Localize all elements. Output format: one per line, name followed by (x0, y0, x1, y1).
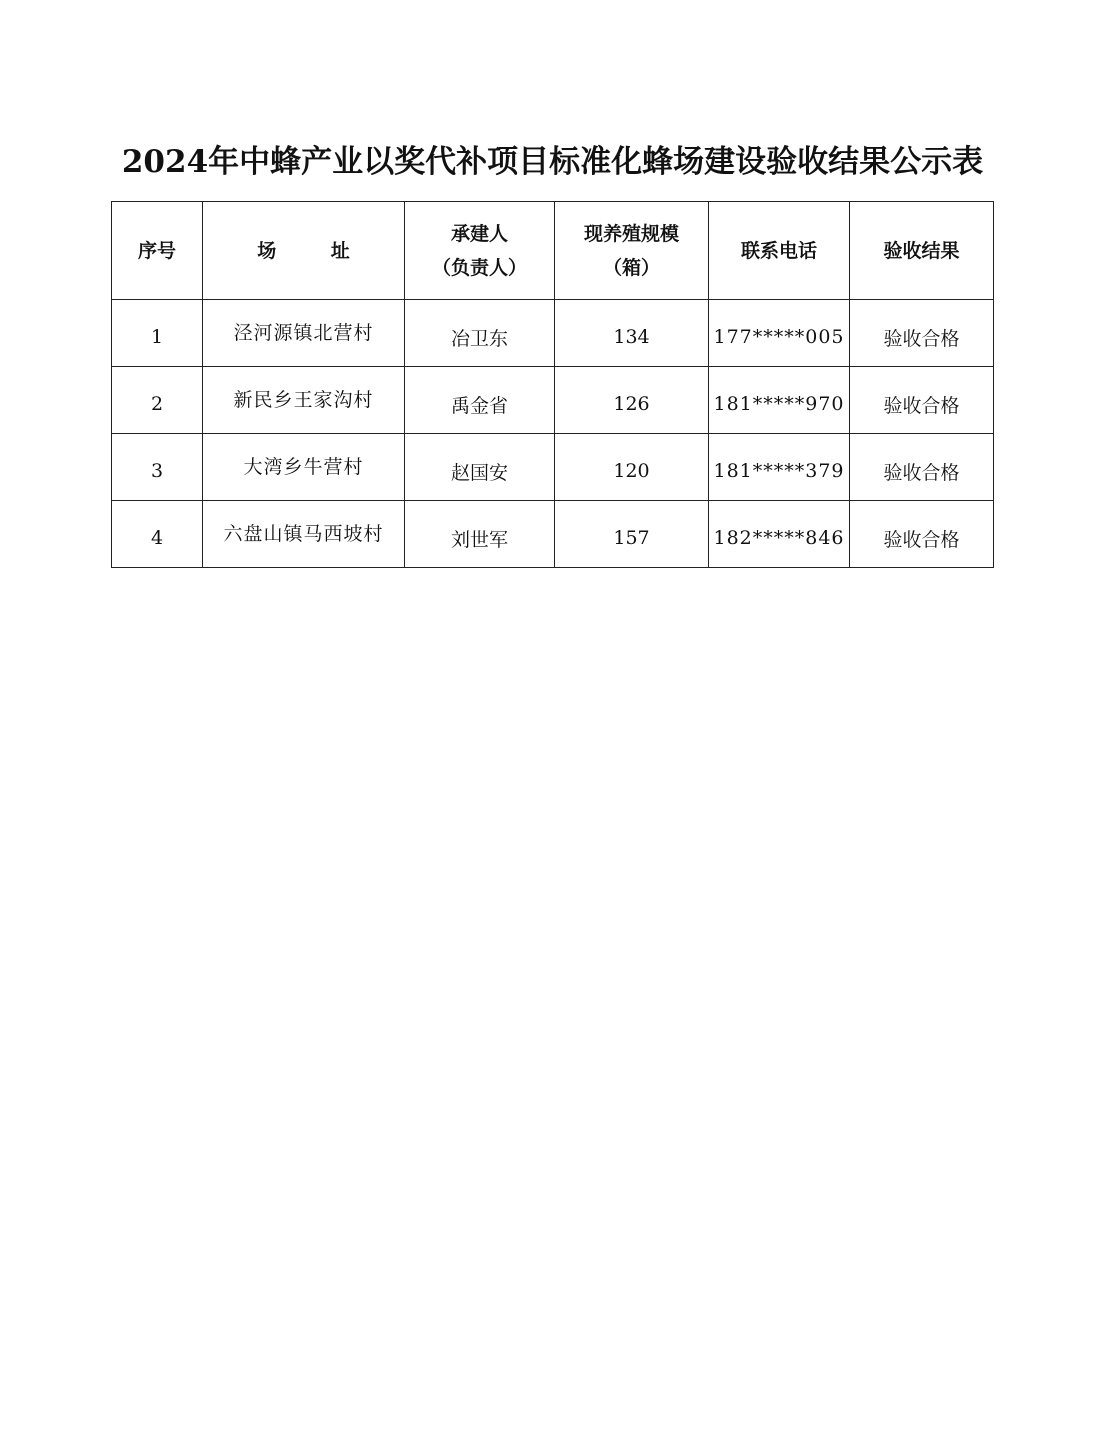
cell-index-text: 1 (150, 326, 164, 348)
results-table (111, 201, 994, 568)
cell-site (203, 501, 405, 568)
cell-builder (405, 501, 555, 568)
cell-index (112, 300, 203, 367)
cell-phone (709, 434, 850, 501)
cell-builder (405, 367, 555, 434)
cell-builder-text: 刘世军 (450, 528, 508, 551)
header-site-label: 场 址 (257, 239, 374, 262)
cell-index (112, 434, 203, 501)
cell-result (850, 300, 994, 367)
cell-site (203, 300, 405, 367)
cell-result-text: 验收合格 (883, 461, 960, 484)
cell-site (203, 367, 405, 434)
cell-phone-text: 177*****005 (713, 326, 845, 348)
cell-builder-text: 冶卫东 (450, 327, 508, 350)
cell-scale (555, 501, 709, 568)
cell-result (850, 501, 994, 568)
header-site (203, 202, 405, 300)
cell-index-text: 4 (150, 527, 164, 549)
cell-site-text: 新民乡王家沟村 (233, 388, 374, 411)
cell-result (850, 367, 994, 434)
cell-builder (405, 300, 555, 367)
header-index: 序号 (112, 202, 203, 300)
cell-result (850, 434, 994, 501)
cell-site (203, 434, 405, 501)
cell-phone (709, 300, 850, 367)
cell-scale (555, 367, 709, 434)
cell-scale (555, 300, 709, 367)
table-row (112, 367, 994, 434)
cell-phone (709, 501, 850, 568)
cell-scale-text: 134 (613, 326, 650, 348)
cell-builder (405, 434, 555, 501)
header-builder-line2: （负责人） (431, 256, 527, 279)
cell-scale-text: 126 (613, 393, 650, 415)
cell-site-text: 泾河源镇北营村 (233, 321, 374, 344)
cell-builder-text: 禹金省 (450, 394, 508, 417)
cell-scale-text: 120 (613, 460, 650, 482)
header-builder-line1: 承建人 (450, 222, 508, 245)
table-header-row (112, 202, 994, 300)
header-scale (555, 202, 709, 300)
cell-index-text: 3 (150, 460, 164, 482)
header-result: 验收结果 (850, 202, 994, 300)
table-row (112, 434, 994, 501)
cell-site-text: 大湾乡牛营村 (243, 455, 364, 478)
cell-result-text: 验收合格 (883, 327, 960, 350)
header-phone: 联系电话 (709, 202, 850, 300)
header-scale-line1: 现养殖规模 (583, 222, 679, 245)
cell-scale-text: 157 (613, 527, 650, 549)
document-title: 2024年中蜂产业以奖代补项目标准化蜂场建设验收结果公示表 (121, 144, 984, 180)
cell-scale (555, 434, 709, 501)
cell-phone (709, 367, 850, 434)
cell-index-text: 2 (150, 393, 164, 415)
header-builder (405, 202, 555, 300)
cell-result-text: 验收合格 (883, 394, 960, 417)
cell-result-text: 验收合格 (883, 528, 960, 551)
table-row (112, 300, 994, 367)
cell-index (112, 367, 203, 434)
cell-phone-text: 181*****970 (713, 393, 845, 415)
cell-site-text: 六盘山镇马西坡村 (223, 522, 384, 545)
table-row (112, 501, 994, 568)
cell-builder-text: 赵国安 (450, 461, 508, 484)
header-scale-line2: （箱） (602, 256, 660, 279)
cell-index (112, 501, 203, 568)
cell-phone-text: 181*****379 (713, 460, 845, 482)
cell-phone-text: 182*****846 (713, 527, 845, 549)
